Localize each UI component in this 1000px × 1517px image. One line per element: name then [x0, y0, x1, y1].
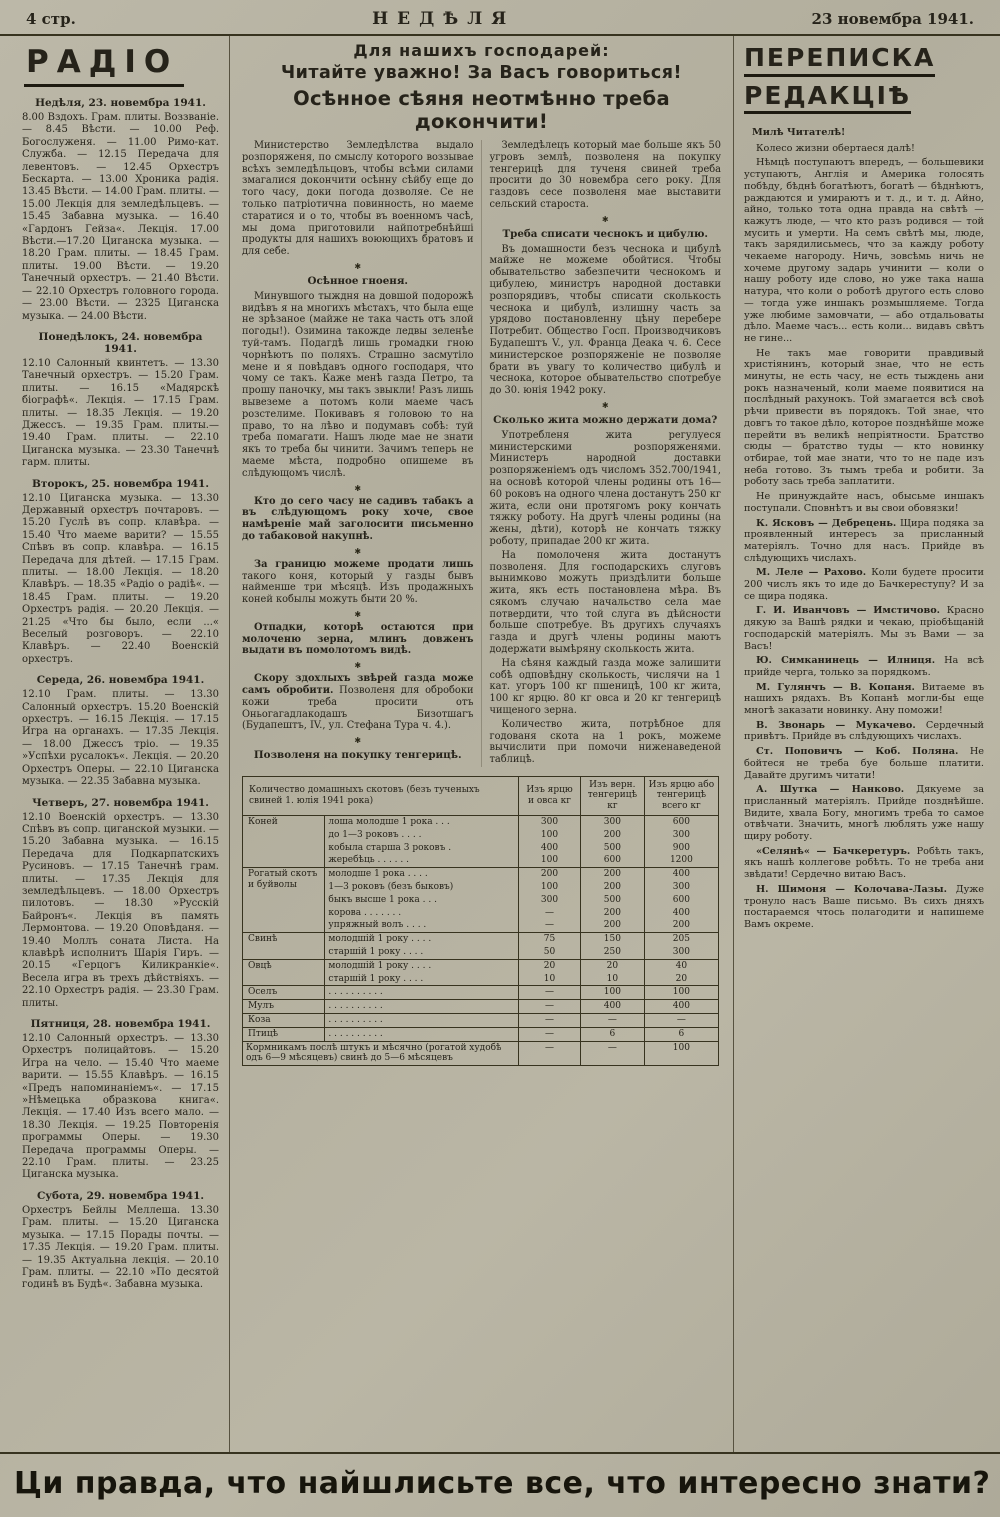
table-cell: 100 [580, 986, 644, 1000]
radio-day-heading: Середа, 26. новембра 1941. [36, 674, 205, 687]
table-header: Изъ верн. тенгерицѣ кг [580, 776, 644, 815]
table-cell: — [519, 1027, 581, 1041]
table-header: Количество домашныхъ скотовъ (безъ тученыхъ свиней 1. юлiя 1941 рока) [243, 776, 519, 815]
letters-entry-text: Робѣть такъ, якъ нашѣ коллегове робѣть. То не треба ани звѣдати! Сердечно витаю Васъ. [744, 845, 984, 881]
table-cell: 50 [519, 946, 581, 959]
radio-day-listing: 12.10 Циганска музыка. — 13.30 Державный орхестръ почтаровъ. — 15.20 Гуслѣ въ сопр. клавѣра. — 15.40 Что маеме варити? — 15.55 Спѣвъ въ сопр. клавѣра. — 16.15 Передача для дѣтей. — 17.15 Грам. плиты. — 18.00 Лекцiя. — 18.20 Клавѣръ. — 18.35 «Радiо о радiѣ«. — 18.45 Грам. плиты. — 19.20 Орхестръ радiя. — 20.20 Лекцiя. — 21.25 «Что бы было, если ...« Веселый розговоръ. — 22.10 Клавѣръ. — 22.40 Военскiй орхестръ. [22, 492, 219, 665]
radio-day-heading: Субота, 29. новембра 1941. [36, 1189, 205, 1202]
letters-entry-text: Щира подяка за проявленный интересъ за присланный матерiялъ. Точно для насъ. Прийде въ слѣдующихъ числахъ. [744, 517, 984, 564]
table-row [243, 986, 719, 1000]
radio-day-listing: 12.10 Салонный квинтетъ. — 13.30 Танечный орхестръ. — 15.20 Грам. плиты. — 16.15 «Мадярскѣ бiографѣ«. Лекцiя. — 17.15 Грам. плиты. — 18.35 Лекцiя. — 19.20 Джессъ. — 19.35 Грам. плиты.—19.40 Грам. плиты. — 22.10 Циганска музыка. — 23.30 Танечнѣ гарм. плиты. [22, 357, 219, 469]
newspaper-title: НЕДѢЛЯ [372, 9, 516, 29]
letters-salutation: Милѣ Читателѣ! [752, 127, 846, 138]
article-paragraph [242, 673, 474, 732]
table-group-label: Рогатый скотъ и буйволы [243, 868, 325, 933]
bottom-banner [0, 1452, 1000, 1517]
table-cell: . . . . . . . . . . [325, 1013, 519, 1027]
table-cell: 200 [580, 868, 644, 881]
table-cell: . . . . . . . . . . [325, 1027, 519, 1041]
letters-entry-text: Витаеме въ нашихъ рядахъ. Въ Копанѣ могли-бы еще многѣ заказати новинку. Ану поможи! [744, 681, 984, 717]
table-cell: лоша молодше 1 рока . . . [325, 815, 519, 828]
table-cell: Кормникамъ послѣ штукъ и мѣсячно (рогатой худобѣ одъ 6—9 мѣсяцевъ) свинѣ до 5—6 мѣсяцевъ [243, 1041, 519, 1066]
table-cell: 100 [644, 986, 718, 1000]
separator-star-icon: ✱ [601, 214, 609, 224]
article-paragraph: Количество жита, потрѣбное для годованя скота на 1 рокъ, можеме вычислити при помочи ниженаведеной таблицѣ. [489, 718, 721, 766]
table-cell: молодше 1 рока . . . . [325, 868, 519, 881]
letters-entry-text: Дуже тронуло насъ Ваше письмо. Въ сихъ дняхъ постараемся чтось полагодити и напишеме Вамъ окреме. [744, 883, 984, 930]
separator-star-icon: ✱ [354, 261, 362, 271]
table-group-label: Птицѣ [243, 1027, 325, 1041]
letters-entry [744, 518, 984, 565]
bottom-banner-text: Ци правда, что найшлисьте все, что интересно знати? [14, 1466, 991, 1501]
article-subhead: Сколько жита можно держати дома? [493, 413, 718, 426]
table-cell: 100 [519, 854, 581, 867]
letters-body [744, 127, 984, 931]
radio-days [22, 97, 219, 1292]
table-cell: 1200 [644, 854, 718, 867]
letters-paragraph: Нѣмцѣ поступаютъ впередъ, — большевики уступаютъ, Англiя и Америка голосять побѣду, бѣднѣ богатѣютъ, богатѣ — бѣднѣютъ, раждаются и умираютъ и т. д., и т. д. Айно, айно, только тота одна правда на свѣтѣ — кажутъ люде, — что кто разъ родився — той мусить и умерти. На семъ свѣтѣ мы, люде, такъ зарядилисьмесь, что за кажду роботу чекаеме нагороду. Ничь, зовсѣмь ничь не хочеме другому задарь учинити — коли о нашу роботу иде слово, но уже така наша натура, что коли о роботѣ другого есть слово — тогда уже иншакъ розмышляеме. Тогда уже любиме замовчати, — або отдальоваты дѣло. Маеме часъ... есть коли... видавъ свѣтъ не гине... [744, 157, 984, 344]
letters-section-title [744, 44, 984, 119]
article-paragraph: На сѣяня каждый газда може залишити собѣ одповѣдну сколькость, числячи на 1 кат. угоръ 100 кг пшеницѣ, 100 кг жита, 100 кг ярцю. 80 кг овса и 20 кг тенгерицѣ чищеного зерна. [489, 657, 721, 717]
radio-day-listing: 8.00 Вздохъ. Грам. плиты. Воззванiе. — 8.45 Вѣсти. — 10.00 Реф. Богослуженя. — 11.00 Римо-кат. Служба. — 12.15 Передача для левентовъ. — 12.45 Орхестръ Бескарта. — 13.00 Хроника радiя. 13.45 Вѣсти. — 14.00 Грам. плиты. — 15.00 Лекцiя для земледѣльцевъ. — 15.45 Забавна музыка. — 16.40 «Гардонъ Гейза«. Лекцiя. 17.00 Вѣсти.—17.20 Циганска музыка. — 18.20 Грам. плиты. — 18.45 Грам. плиты. 19.00 Вѣсти. — 19.20 Танечный орхестръ. — 21.40 Вѣсти. — 22.10 Орхестръ головного города. — 23.00 Вѣсти. — 2325 Циганска музыка. — 24.00 Вѣсти. [22, 112, 219, 322]
radio-day-listing: 12.10 Грам. плиты. — 13.30 Салонный орхестръ. 15.20 Военскiй орхестръ. — 16.15 Лекцiя. — 17.15 Игра на органахъ. — 17.35 Лекцiя. — 18.00 Джессъ трiо. — 19.35 »Успѣхи русалокъ«. Лекцiя. — 20.20 Орхестръ Оперы. — 22.10 Циганска музыка. — 22.35 Забавна музыка. [22, 689, 219, 788]
table-cell: — [519, 1013, 581, 1027]
table-cell: 100 [519, 829, 581, 842]
separator-star-icon: ✱ [354, 736, 362, 746]
article-paragraph: Земледѣлецъ который мае больше якъ 50 угровъ землѣ, позволеня на покупку тенгерицѣ для тученя свиней треба просити до 30 новембра сего року. Для газдовъ сесе позволеня мае выставити сельский староста. [489, 140, 721, 210]
table-row [243, 868, 719, 881]
letters-entry-addressee: М. Гулянчъ — В. Копаня. [756, 681, 915, 693]
table-cell: — [519, 986, 581, 1000]
table-row [243, 1000, 719, 1014]
separator-star-icon: ✱ [354, 546, 362, 556]
letters-entry [744, 605, 984, 652]
article-subline: Читайте уважно! За Васъ говориться! [280, 63, 683, 83]
article-subhead: Осѣнное гноеня. [307, 274, 409, 287]
table-cell: 400 [644, 1000, 718, 1014]
table-footer-row [243, 1041, 719, 1066]
radio-day-heading: Пятниця, 28. новембра 1941. [30, 1018, 211, 1030]
radio-section-title: РАДІО [24, 44, 184, 87]
table-cell: — [644, 1013, 718, 1027]
table-cell: 300 [519, 894, 581, 907]
table-group-label: Овцѣ [243, 959, 325, 986]
table-group-label: Оселъ [243, 986, 325, 1000]
separator-star-icon: ✱ [354, 609, 362, 619]
radio-section-title-wrap [24, 44, 219, 87]
letters-entry-addressee: Ю. Симканинець — Илниця. [756, 655, 936, 667]
masthead [0, 0, 1000, 36]
letters-entry-text: Не бойтеся не треба буе больше платити. Давайте другимъ читати! [744, 746, 984, 781]
table-cell: старшiй 1 року . . . . [325, 946, 519, 959]
issue-date: 23 новембра 1941. [811, 10, 974, 28]
page-body [0, 36, 1000, 1452]
letters-entry-addressee: Н. Шимоня — Колочава-Лазы. [756, 883, 948, 895]
letters-entry [744, 784, 984, 843]
table-cell: 205 [644, 933, 718, 946]
table-cell: . . . . . . . . . . [325, 986, 519, 1000]
letters-entry-addressee: М. Леле — Рахово. [756, 567, 867, 579]
table-cell: молодшiй 1 року . . . . [325, 959, 519, 972]
table-cell: 600 [644, 815, 718, 828]
article-paragraph: Употребленя жита регулуеся министерскими розпоряженями. Министеръ народной доставки розпоряженiемъ одъ числомъ 352.700/1941, на основѣ которой члены родины отъ 16—60 роковъ на одного члена достанутъ 250 кг жита, если они протягомъ року кончать тяжку роботу. На другѣ члены родины (на жены, дѣти), которѣ не кончать тяжку роботу, припадае 200 кг жита. [489, 429, 721, 547]
livestock-table [242, 776, 719, 1067]
letters-entry-addressee: А. Шутка — Нанково. [756, 784, 905, 796]
article-paragraph: Министерство Земледѣлства выдало розпоряженя, по смыслу которого воззывае всѣхъ земледѣльцовъ, чтобы всѣми силами змагалися докончити осѣнну сѣйбу еще до того часу, доки погода дозволяе. Се не только патрiотична повинность, но маеме старатися и о то, чтобы въ военномъ часѣ, мы дома приготовили найпотребнѣйшi продукты для нашихъ воюющихъ братовъ и для себе. [242, 140, 474, 258]
article-kicker: Для нашихъ господарей: [353, 41, 610, 60]
radio-day-heading: Недѣля, 23. новембра 1941. [35, 97, 206, 109]
radio-day-heading: Второкъ, 25. новембра 1941. [31, 477, 210, 490]
table-cell: 300 [644, 946, 718, 959]
table-cell: жеребѣць . . . . . . [325, 854, 519, 867]
table-group-label: Мулъ [243, 1000, 325, 1014]
table-cell: 300 [644, 881, 718, 894]
letters-title-line2: РЕДАКЦІѢ [744, 82, 911, 115]
table-cell: — [580, 1013, 644, 1027]
letters-paragraph: Колесо жизни обертаеся далѣ! [756, 142, 915, 154]
separator-star-icon: ✱ [354, 483, 362, 493]
radio-day-listing: Орхестръ Бейлы Меллеша. 13.30 Грам. плиты. — 15.20 Циганска музыка. — 17.15 Порады почты. — 17.35 Лекцiя. — 19.20 Грам. плиты. — 19.35 Актуальна лекцiя. — 20.10 Грам. плиты. — 22.10 »По десятой годинѣ въ Будѣ«. Забавна музыка. [22, 1204, 219, 1291]
radio-day-heading: Понедѣлокъ, 24. новембра 1941. [38, 330, 203, 355]
article-paragraph: Минувшого тыждня на довшой подорожѣ видѣвъ я на многихъ мѣстахъ, что была еще не зрѣзаное (майже не така часть отъ злой погоды!). Озимина такожде ледвы зеленѣе туй-тамъ. Подагдѣ лишь громадки гною чорнѣютъ по поляхъ. Страшно засмутiло мене и я повѣдавъ одного господаря, что чому се такъ. Каже менѣ газда Петро, та прошу паночку, мы такъ звыкли! Разъ лишь вывеземе а потомъ коли маеме часъ розстелиме. Покивавъ я головою то на право, то на лѣво и подумавъ собѣ: туй треба помагати. Нашъ люде мае не знати якъ то треба бы чинити. Зачимъ теперь не маеме мѣста, подробно опишеме въ слѣдующомъ числѣ. [242, 290, 474, 479]
table-cell: 6 [580, 1027, 644, 1041]
table-cell: 200 [519, 868, 581, 881]
letters-entry [744, 884, 984, 931]
letters-column [734, 36, 986, 1452]
paragraph-bold-lead: Скору здохлыхъ звѣрей газда може самъ обробити. [242, 673, 474, 697]
paragraph-text: такого коня, который у газды бывъ найменше три мѣсяцѣ. Изъ продажныхъ коней кобылы можуть быти 20 %. [242, 570, 474, 606]
table-cell: — [519, 1000, 581, 1014]
table-cell: упряжный волъ . . . . [325, 919, 519, 932]
letters-entry-addressee: Г. И. Иванчовъ — Имстичово. [756, 605, 941, 617]
table-cell: 500 [580, 894, 644, 907]
article-subhead: Треба списати чеснокъ и цибулю. [502, 227, 709, 240]
radio-day-listing: 12.10 Военскiй орхестръ. — 13.30 Спѣвъ въ сопр. циганской музыки. — 15.20 Забавна музыка. — 16.15 Передача для Подкарпатскихъ Русиновъ. — 17.15 Танечнѣ грам. плиты. — 17.35 Лекцiя для земледѣльцевъ. — 18.00 Орхестръ пилотовъ. — 18.30 »Русскiй Байронъ«. Лекцiя въ память Лермонтова. — 19.20 Оповѣданя. — 19.40 Моллъ соната Листа. На клавѣрѣ исполнитъ Шарія Гиръ. — 20.15 «Герцогъ Киликранкіе«. Весела игра въ трехъ дѣйствiяхъ. — 22.10 Орхестръ радiя. — 23.30 Грам. плиты. [22, 811, 219, 1009]
table-cell: 300 [580, 815, 644, 828]
paragraph-text: Позволеня для обробоки кожи треба просити отъ Оньогагадлакодашъ Бизотшагъ (Будапештъ, IV., ул. Стефана Тура ч. 4.). [242, 685, 474, 732]
table-cell: старшiй 1 року . . . . [325, 973, 519, 986]
letters-entry-text: Дякуеме за присланный матерiялъ. Прийде позднѣйше. Видите, хвала Богу, многимъ треба то самое отвѣчати. Значить, многѣ люблять уже нашу щиру роботу. [744, 784, 984, 843]
table-group-label: Свинѣ [243, 933, 325, 960]
letters-entry [744, 682, 984, 717]
table-header-row [243, 776, 719, 815]
table-cell: до 1—3 роковъ . . . . [325, 829, 519, 842]
article-paragraph: Въ домашности безъ чеснока и цибулѣ майже не можеме обойтися. Чтобы обывательство забезпечити чеснокомъ и цибулею, министръ народной доставки розпорядивъ, чтобы списати сколькость чеснока и цибулѣ, излишну часть за урядово постановленну цѣну перебере Потребит. Общество Госп. Производчиковъ Будапештъ V., ул. Франца Деака ч. 6. Сесе министерское розпоряженiе не позволяе брати въ увагу то количество цибулѣ и чеснока, которое обывательство спотребуе до 30. юнiя 1942 року. [489, 243, 721, 397]
letters-entry-text: На всѣ прийде черга, только за порядкомъ. [744, 655, 984, 678]
letters-entry-addressee: В. Звонарь — Мукачево. [756, 719, 916, 731]
letters-entry-addressee: «Селянѣ« — Бачкеретуръ. [756, 845, 911, 857]
table-cell: 300 [519, 815, 581, 828]
letters-entry-text: Красно дякую за Вашѣ рядки и чекаю, прiобѣщанiй господарскiй матерiялъ. Мы зъ Вами — за Васъ! [744, 605, 984, 652]
table-cell: . . . . . . . . . . [325, 1000, 519, 1014]
livestock-table-wrap [242, 776, 721, 1067]
table-cell: 1—3 роковъ (безъ быковъ) [325, 881, 519, 894]
table-cell: молодшiй 1 року . . . . [325, 933, 519, 946]
article-paragraph: На помолоченя жита достанутъ позволеня. Для господарскихъ слуговъ вынимково можуть приздѣлити больше жита, якъ есть постановлена мѣра. Въ сякомъ случаю начальство села мае потвердити, что той слуга въ дѣйсности больше спотребуе. Въ другихъ случаяхъ газда и другѣ члены родины маютъ додержати вымѣряну сколькость жита. [489, 549, 721, 656]
table-cell: — [580, 1041, 644, 1066]
table-cell: 100 [644, 1041, 718, 1066]
letters-entry-addressee: Ст. Поповичъ — Коб. Поляна. [756, 746, 959, 758]
table-row [243, 1013, 719, 1027]
letters-entry [744, 655, 984, 678]
article-header [242, 41, 721, 133]
table-cell: 400 [519, 842, 581, 855]
table-cell: 900 [644, 842, 718, 855]
letters-title-line1: ПЕРЕПИСКА [744, 44, 935, 77]
separator-star-icon: ✱ [354, 661, 362, 671]
table-header: Изъ ярцю або тенгерицѣ всего кг [644, 776, 718, 815]
article-paragraph [242, 559, 474, 606]
table-cell: 10 [519, 973, 581, 986]
letters-entry [744, 720, 984, 743]
table-cell: 200 [580, 919, 644, 932]
table-cell: 250 [580, 946, 644, 959]
article-column [230, 36, 734, 1452]
letters-entry-text: Сердечный привѣтъ. Прийде въ слѣдующихъ числахъ. [744, 719, 984, 743]
table-cell: 200 [580, 829, 644, 842]
article-headline: Осѣнное сѣяня неотмѣнно треба докончити! [293, 87, 670, 133]
table-row [243, 815, 719, 828]
table-cell: 400 [580, 1000, 644, 1014]
table-cell: 200 [580, 907, 644, 920]
table-cell: 20 [580, 959, 644, 972]
article-paragraph: Отпадки, которѣ остаются при молоченю зерна, млинъ довженъ выдати въ помолотомъ видѣ. [242, 621, 474, 657]
table-cell: 100 [519, 881, 581, 894]
article-paragraph: Кто до сего часу не садивъ табакъ а въ слѣдующомъ року хоче, свое намѣренiе май заголосити письменно до табаковой накупнѣ. [242, 495, 474, 542]
table-cell: — [519, 1041, 581, 1066]
table-cell: корова . . . . . . . [325, 907, 519, 920]
table-row [243, 933, 719, 946]
letters-entry [744, 746, 984, 781]
table-cell: 20 [519, 959, 581, 972]
table-cell: 500 [580, 842, 644, 855]
table-cell: 75 [519, 933, 581, 946]
table-cell: 400 [644, 907, 718, 920]
table-cell: 20 [644, 973, 718, 986]
radio-column [20, 36, 230, 1452]
table-cell: 300 [644, 829, 718, 842]
table-cell: 600 [580, 854, 644, 867]
table-group-label: Коней [243, 815, 325, 867]
letters-entry-text: Коли будете просити 200 числъ якъ то иде до Бачкереступу? И за се щира подяка. [744, 567, 984, 602]
letters-paragraph: Не принуждайте насъ, обысьме иншакъ поступали. Сповнѣтъ и вы свои обовязки! [744, 491, 984, 514]
letters-entry [744, 567, 984, 602]
radio-day-listing: 12.10 Салонный орхестръ. — 13.30 Орхестръ полицайтовъ. — 15.20 Игра на чело. — 15.40 Что маеме варити. — 15.55 Клавѣръ. — 16.15 «Предъ напоминанiемъ«. — 17.15 »Нѣмецька образкова книга«. Лекцiя. — 17.40 Изъ всего мало. — 18.30 Лекцiя. — 19.25 Повторенiя программы Оперы. — 19.30 Передача программы Оперы. — 22.10 Грам. плиты. — 23.25 Циганска музыка. [22, 1033, 219, 1181]
table-cell: 200 [644, 919, 718, 932]
table-cell: кобыла старша 3 роковъ . [325, 842, 519, 855]
letters-entry [744, 846, 984, 881]
table-cell: 150 [580, 933, 644, 946]
letters-entry-addressee: К. Ясковъ — Дебрецень. [756, 517, 897, 529]
radio-day-heading: Четверъ, 27. новембра 1941. [32, 796, 209, 809]
article-subhead: Позволеня на покупку тенгерицѣ. [253, 749, 462, 762]
table-cell: — [519, 907, 581, 920]
table-row [243, 1027, 719, 1041]
paragraph-bold-lead: За границю можеме продати лишь [254, 558, 474, 570]
page-number: 4 стр. [26, 10, 76, 28]
table-cell: быкъ высше 1 рока . . . [325, 894, 519, 907]
table-cell: — [519, 919, 581, 932]
article-body [242, 140, 721, 767]
table-cell: 600 [644, 894, 718, 907]
table-header: Изъ ярцю и овса кг [519, 776, 581, 815]
table-cell: 10 [580, 973, 644, 986]
table-cell: 6 [644, 1027, 718, 1041]
letters-paragraph: Не такъ мае говорити правдивый христiянинъ, который знае, что не есть минуты, не есть часу, не есть тыждень ани рокъ назначеный, коли маеме появитися на послѣдный рахунокъ. Той змагается всѣ своѣ рѣчи привести въ порядокъ. Той знае, что довгъ то такое дѣло, которое позднѣйше може перейти въ великѣ непрiятности. Братство сюды — братство туды — кто новинку отбирае, той мае знати, что то не паде изъ неба готово. Зъ тымъ треба и робити. За роботу зась треба заплатити. [744, 347, 984, 488]
table-cell: 400 [644, 868, 718, 881]
table-row [243, 959, 719, 972]
table-group-label: Коза [243, 1013, 325, 1027]
table-cell: 40 [644, 959, 718, 972]
table-cell: 200 [580, 881, 644, 894]
separator-star-icon: ✱ [601, 400, 609, 410]
